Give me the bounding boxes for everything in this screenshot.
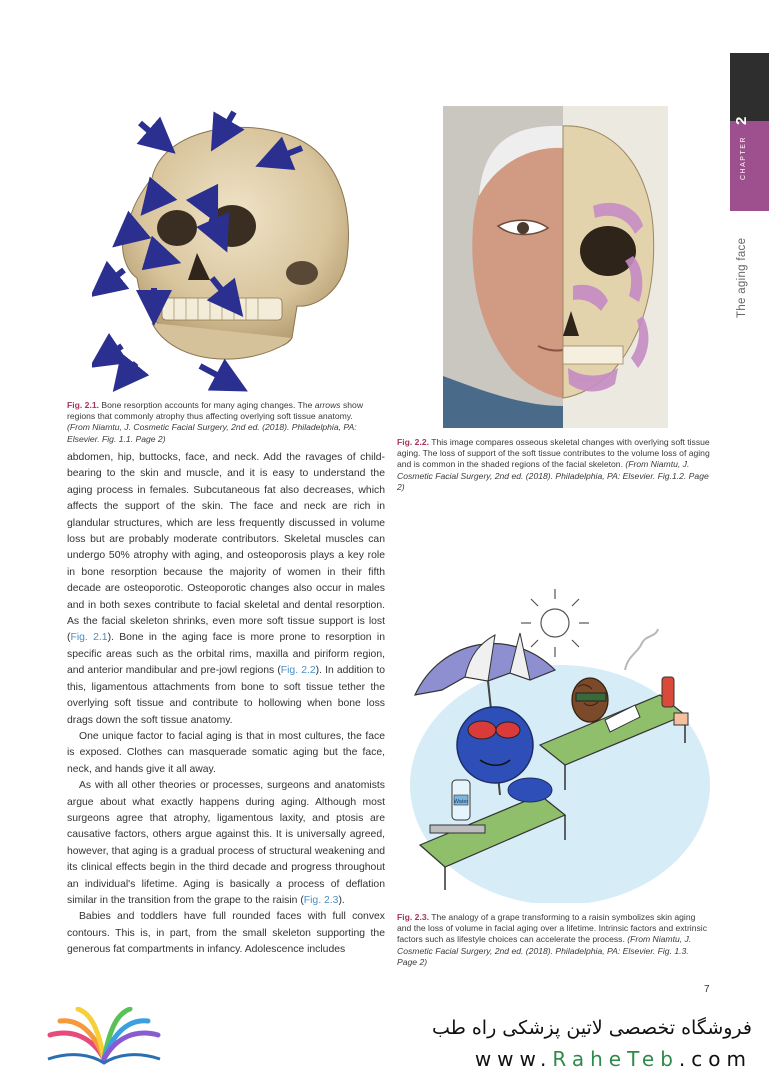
caption-fig-2-3 (397, 912, 711, 968)
paragraph: Babies and toddlers have full rounded faces with full convex contours. This is, in part, from the small skeleton supporting the generous fat compartments in infancy. Adolescence includes (67, 911, 385, 956)
paragraph-text: ). (338, 894, 345, 906)
caption-text: This image compares osseous skeletal changes with overlying soft tissue aging. The loss of support of the soft tissue contributes to the volume loss of aging and is common in the shaded regions of the facial skeleton. (397, 437, 710, 470)
sun-icon (521, 589, 589, 657)
chapter-number: 2 (733, 116, 750, 125)
grape-raisin-illustration (400, 585, 710, 903)
figure-link[interactable]: Fig. 2.1 (70, 632, 108, 644)
chapter-label: CHAPTER (740, 136, 747, 180)
figure-grape-raisin-cartoon (400, 585, 710, 903)
figure-link[interactable]: Fig. 2.3 (303, 894, 339, 906)
caption-text-cont: show regions that commonly atrophy thus affecting overlying soft tissue anatomy. (67, 400, 364, 422)
paragraph (67, 450, 385, 729)
caption-label: Fig. 2.3. (397, 912, 429, 922)
paragraph-text: abdomen, hip, buttocks, face, and neck. Add the ravages of child-bearing to the skin and muscle, and it is easy to understand the aging process in females. Subcutaneous fat also decreases, which affects the support of the skin. The face and neck are rich in glandular structures, which are less frequently discussed in volume loss but are probably moderate contributors. Skeletal muscles can undergo 50% atrophy with aging, and osteoporosis plays a key role in bone resorption because the majority of women in their fifth decade are osteoporotic. Osteoporotic changes also occur in males and in both sexes contribute to facial skeletal and dental resorption. As the facial skeleton shrinks, even more soft tissue support is lost ( (67, 452, 385, 644)
page-number: 7 (704, 984, 710, 995)
paragraph-text: As with all other theories or processes, surgeons and anatomists argue about what exactly happens during aging. Although most surgeons agree that atrophy, ligamentous laxity, and ptosis are causative factors, others argue against this. It is universally agreed, however, that aging is a gradual process of structural weakening and its clinical effects begin in the third decade and progress throughout an individual's lifetime. Aging is basically a process of deflation similar in the transition from the grape to the raisin ( (67, 780, 385, 906)
figure-skull-arrows (92, 108, 367, 393)
store-url[interactable] (412, 1047, 752, 1071)
url-suffix: .com (678, 1047, 752, 1071)
caption-source: (From Niamtu, J. Cosmetic Facial Surgery, 2nd ed. (2018). Philadelphia, PA: Elsevier. Fig. 1.1. Page 2) (67, 422, 357, 444)
paragraph-text: ). Bone in the aging face is more prone to resorption in specific areas such as the orbital rims, maxilla and piriform region, and anterior mandibular and pre-jowl regions ( (67, 632, 385, 677)
bottle-label: Water (453, 799, 469, 805)
figure-face-skull-compare (443, 106, 668, 428)
store-name: فروشگاه تخصصی لاتین پزشکی راه طب (432, 1017, 752, 1039)
skull-illustration (92, 108, 367, 393)
caption-source: (From Niamtu, J. Cosmetic Facial Surgery, 2nd ed. (2018). Philadelphia, PA: Elsevier. Fig.1.2. Page 2) (397, 459, 709, 492)
paragraph (67, 778, 385, 909)
chapter-tab-dark (730, 53, 769, 121)
url-brand: RaheTeb (552, 1047, 679, 1071)
paragraph: One unique factor to facial aging is that in most cultures, the face is exposed. Clothes can masquerade somatic aging but the face, neck, and hands give it all away. (67, 730, 385, 775)
caption-fig-2-1 (67, 400, 367, 445)
chapter-tab-accent (730, 121, 769, 211)
caption-text: The analogy of a grape transforming to a raisin symbolizes skin aging and the loss of volume in facial aging over a lifetime. Intrinsic factors and extrinsic factors such as lifestyle choices can accelerate the process. (397, 912, 708, 945)
caption-text: Bone resorption accounts for many aging changes. The (99, 400, 315, 410)
book-logo-icon (42, 1007, 167, 1069)
caption-source: (From Niamtu, J. Cosmetic Facial Surgery, 2nd ed. (2018). Philadelphia, PA: Elsevier. Fig. 1.3. Page 2) (397, 934, 692, 967)
figure-link[interactable]: Fig. 2.2 (280, 665, 316, 677)
caption-emphasis: arrows (314, 400, 341, 410)
caption-label: Fig. 2.1. (67, 400, 99, 410)
caption-label: Fig. 2.2. (397, 437, 429, 447)
body-text (67, 450, 385, 959)
face-skull-illustration (443, 106, 668, 428)
chapter-tab (730, 53, 769, 211)
running-title: The aging face (736, 237, 748, 318)
url-prefix: www. (474, 1047, 553, 1071)
paragraph-text: ). In addition to this, ligamentous attachments from bone to soft tissue tether the overlying soft tissue and contribute to hollowing when bone loss drags down the soft tissue anatomy. (67, 665, 385, 726)
store-footer (0, 995, 769, 1080)
caption-fig-2-2 (397, 437, 711, 493)
